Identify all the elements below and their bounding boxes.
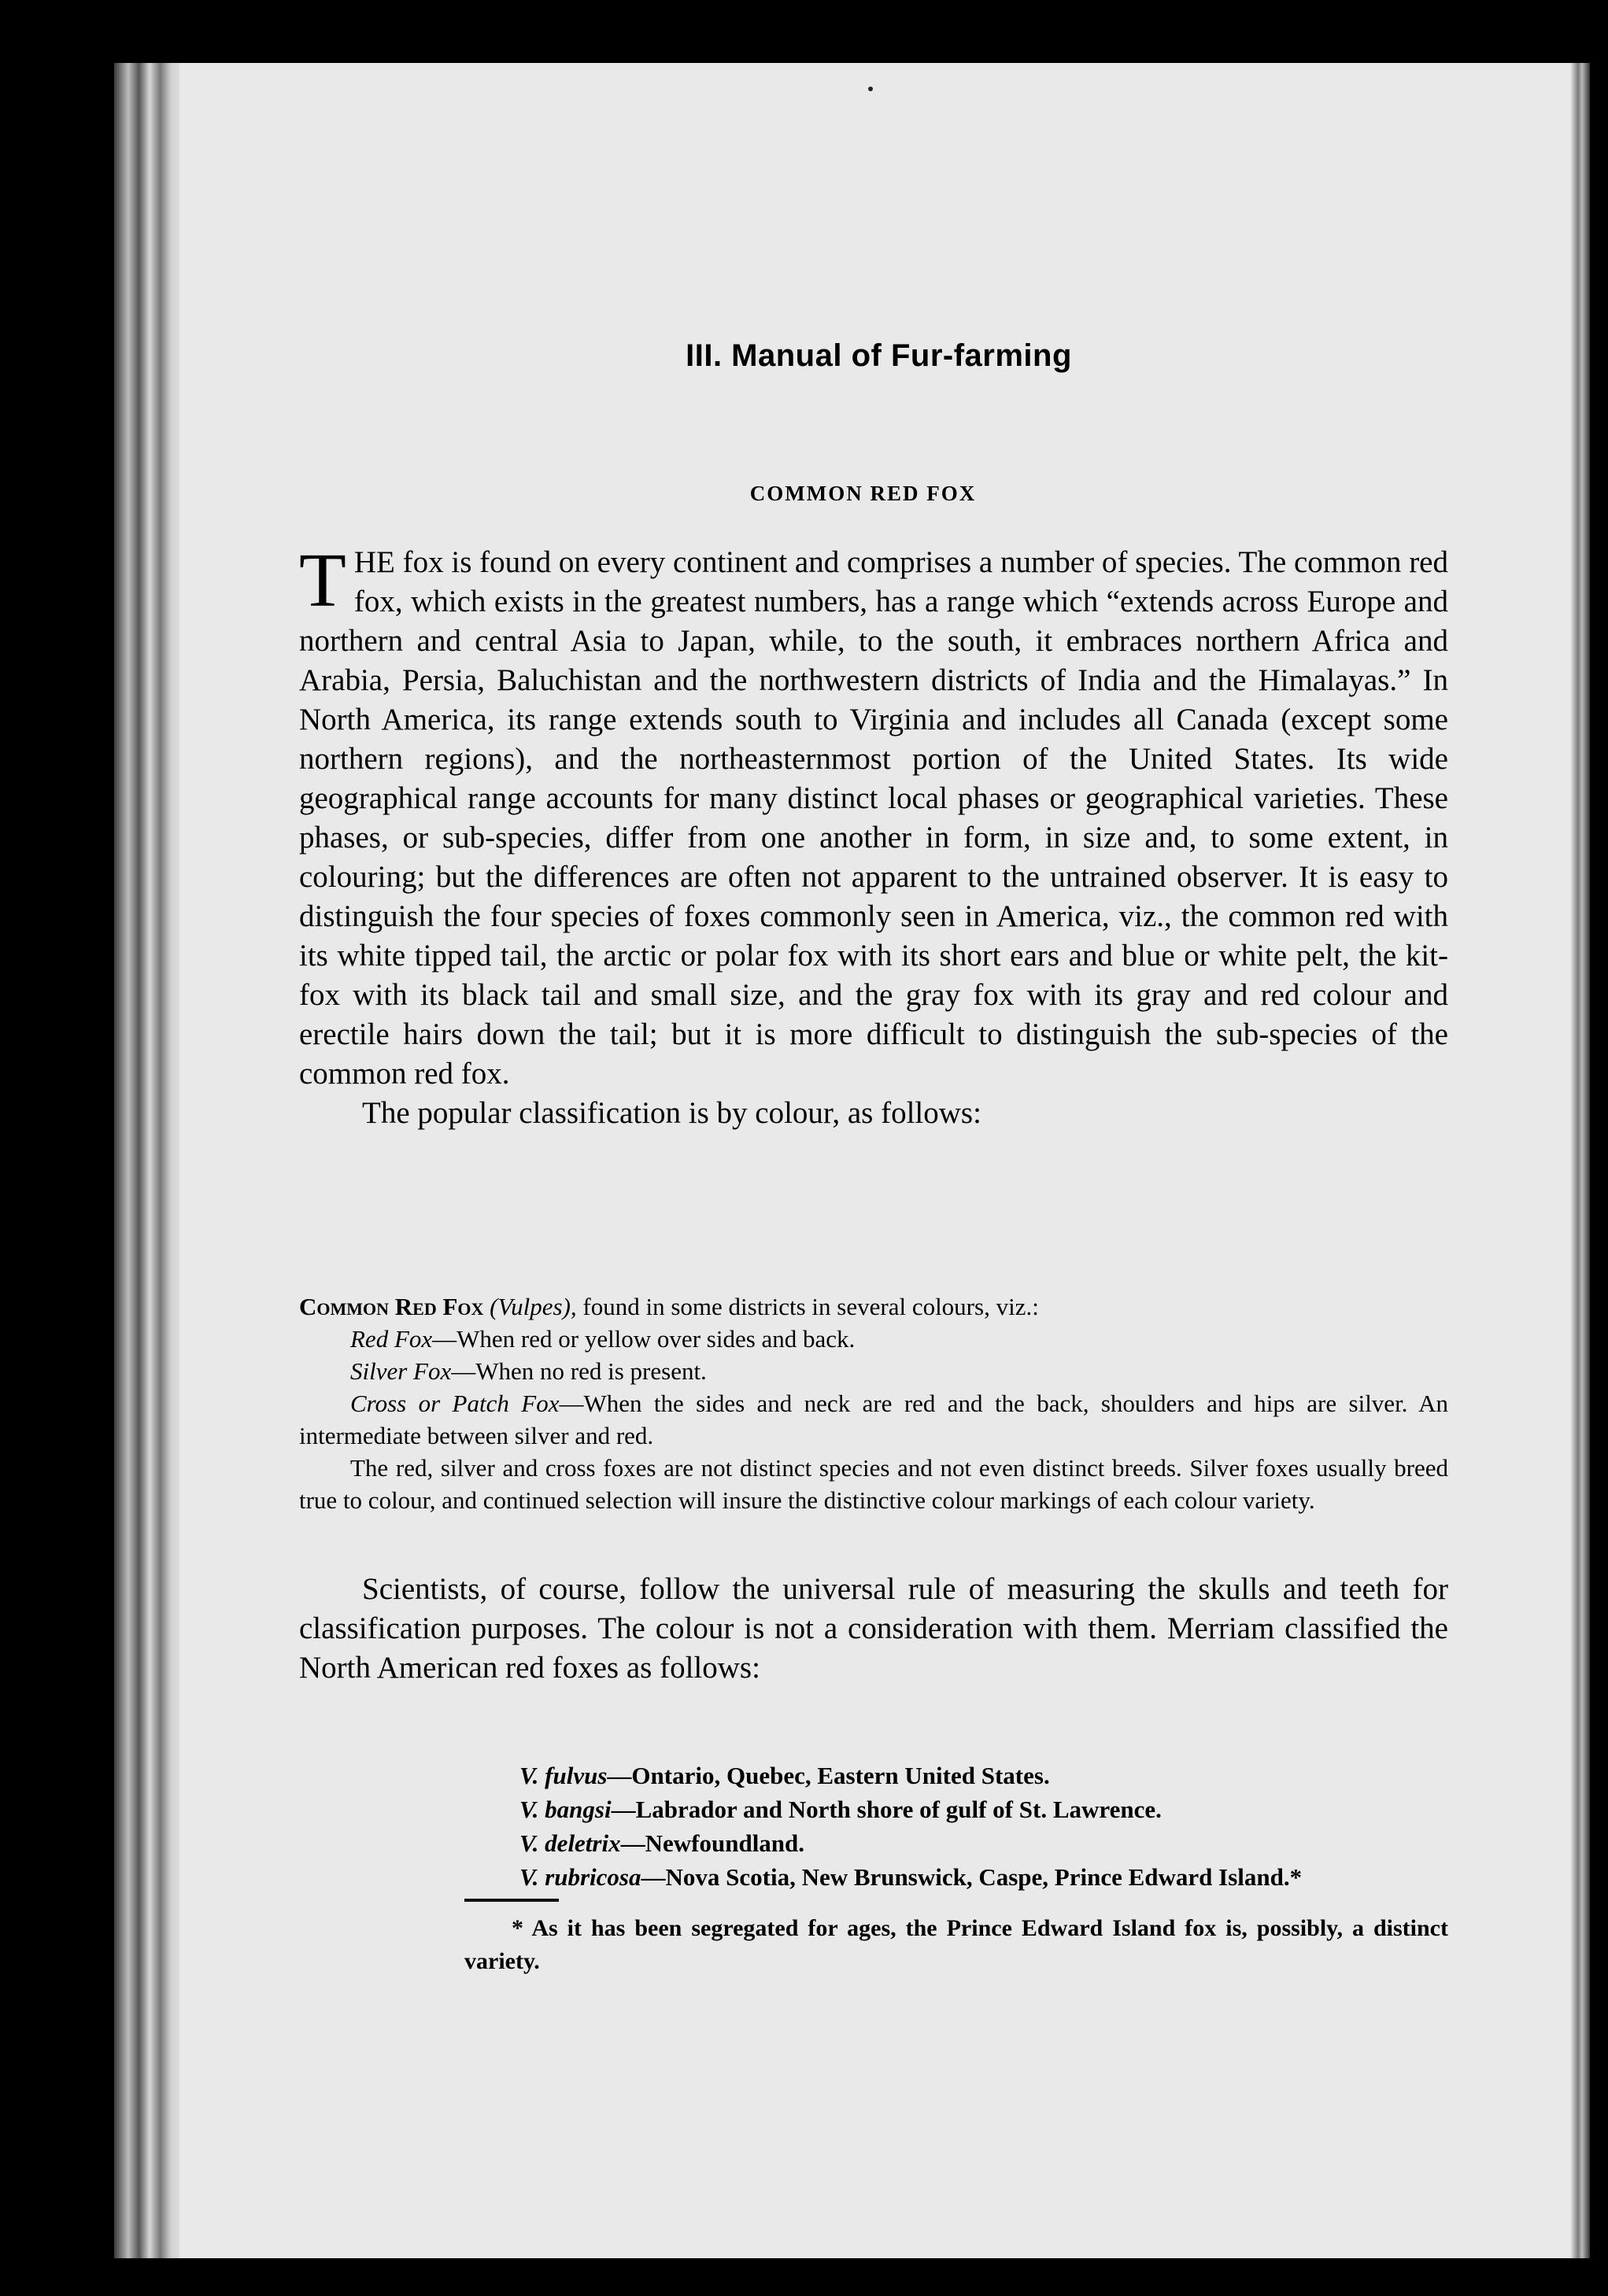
classification-block [299, 1290, 1448, 1516]
footnote-rule [464, 1899, 559, 1902]
species-name: V. rubricosa [519, 1863, 641, 1891]
list-item [519, 1759, 1464, 1792]
paragraph-2: The popular classification is by colour, as follows: [362, 1096, 981, 1130]
merriam-list [519, 1759, 1464, 1894]
paragraph-1 [299, 538, 1448, 1094]
red-fox-term: Red Fox [350, 1325, 433, 1353]
section-title: COMMON RED FOX [749, 482, 977, 505]
list-item [519, 1860, 1464, 1894]
classification-note: The red, silver and cross foxes are not distinct species and not even distinct breeds. Silver foxes usually breed true to colour, and continued selection will insure the distinctive colour markings of each colour variety. [299, 1454, 1448, 1514]
book-spine [114, 63, 185, 2258]
cross-fox-entry [299, 1387, 1448, 1452]
list-item [519, 1792, 1464, 1826]
footnote: * As it has been segregated for ages, the Prince Edward Island fox is, possibly, a distinct variety. [464, 1915, 1448, 1974]
classification-term: Common Red Fox [299, 1293, 484, 1320]
species-name: V. fulvus [519, 1762, 608, 1789]
species-name: V. bangsi [519, 1796, 612, 1823]
silver-fox-def: —When no red is present. [451, 1357, 707, 1385]
species-range: —Ontario, Quebec, Eastern United States. [607, 1762, 1050, 1789]
red-fox-entry [299, 1323, 1448, 1355]
red-fox-def: —When red or yellow over sides and back. [432, 1325, 856, 1353]
species-range: —Labrador and North shore of gulf of St. Lawrence. [611, 1796, 1162, 1823]
classification-latin: (Vulpes), [490, 1293, 577, 1320]
speck [868, 87, 873, 91]
classification-lead-text: found in some districts in several colours, viz.: [576, 1293, 1039, 1320]
species-range: —Newfoundland. [620, 1829, 805, 1857]
cross-fox-term: Cross or Patch Fox [350, 1390, 560, 1417]
species-range: —Nova Scotia, New Brunswick, Caspe, Prince Edward Island.* [641, 1863, 1303, 1891]
paragraph-3: Scientists, of course, follow the universal rule of measuring the skulls and teeth for classification purposes. The colour is not a consideration with them. Merriam classified the North American red foxes as follows: [299, 1572, 1448, 1685]
silver-fox-entry [299, 1355, 1448, 1387]
scientists-paragraph [299, 1570, 1448, 1688]
main-text [299, 538, 1448, 1133]
running-head: III. Manual of Fur-farming [686, 338, 1072, 373]
classification-lead [299, 1290, 1448, 1323]
paragraph-1-text: HE fox is found on every continent and comprises a number of species. The common red fox, which exists in the greatest numbers, has a range which “extends across Europe and northern and central Asia to Japan, while, to the south, it embraces northern Africa and Arabia, Persia, Baluchistan and the northwestern districts of India and the Himalayas.” In North America, its range extends south to Virginia and includes all Canada (except some northern regions), and the northeasternmost portion of the United States. Its wide geographical range accounts for many distinct local phases or geographical varieties. These phases, or sub-species, differ from one another in form, in size and, to some extent, in colouring; but the differences are often not apparent to the untrained observer. It is easy to distinguish the four species of foxes commonly seen in America, viz., the common red with its white tipped tail, the arctic or polar fox with its short ears and blue or white pelt, the kit-fox with its black tail and small size, and the gray fox with its gray and red colour and erectile hairs down the tail; but it is more difficult to distinguish the sub-species of the common red fox. [299, 545, 1448, 1091]
silver-fox-term: Silver Fox [350, 1357, 452, 1385]
cross-fox-def: —When the sides and neck are red and the back, shoulders and hips are silver. An intermediate between silver and red. [299, 1390, 1448, 1449]
list-item [519, 1826, 1464, 1860]
drop-cap: T [299, 538, 346, 623]
page-edge [1570, 63, 1590, 2258]
species-name: V. deletrix [519, 1829, 621, 1857]
